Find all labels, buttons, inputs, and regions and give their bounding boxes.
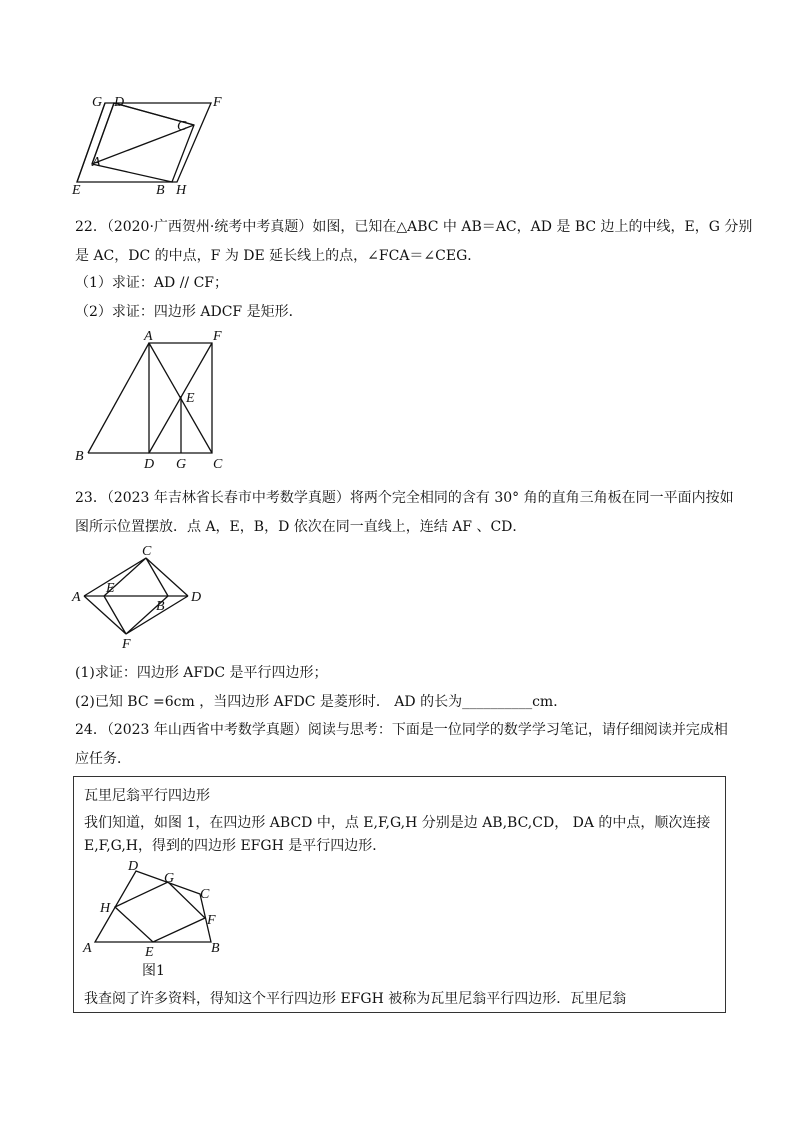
note-paragraph-3: 我查阅了许多资料，得知这个平行四边形 EFGH 被称为瓦里尼翁平行四边形．瓦里尼翁 [84, 991, 627, 1007]
fig1-label-g: G [164, 871, 175, 886]
q23-fig-label-d: D [191, 590, 202, 605]
fig1-label-b: B [211, 941, 220, 956]
fig1-label-h: H [100, 901, 111, 916]
q23-fig-label-c: C [142, 544, 152, 559]
q22-fig-label-f: F [213, 329, 222, 344]
q23-part1: (1)求证：四边形 AFDC 是平行四边形； [75, 665, 328, 681]
q22-fig-label-g: G [176, 457, 187, 472]
q22-text-line1: 22．（2020·广西贺州·统考中考真题）如图，已知在△ABC 中 AB＝AC，AD 是 BC 边上的中线，E，G 分别 [75, 219, 753, 235]
fig1-label-c: C [200, 887, 210, 902]
q22-fig-label-e: E [186, 391, 195, 406]
note-paragraph-2: E,F,G,H，得到的四边形 EFGH 是平行四边形． [84, 838, 387, 854]
q24-text-line1: 24．（2023 年山西省中考数学真题）阅读与思考：下面是一位同学的数学学习笔记，请仔细阅读并完成相 [75, 722, 728, 738]
q22-fig-label-a: A [144, 329, 153, 344]
note-title: 瓦里尼翁平行四边形 [84, 788, 210, 804]
figure-1-quadrilateral [80, 858, 240, 968]
fig1-label-a: A [83, 941, 92, 956]
note-paragraph-1: 我们知道，如图 1，在四边形 ABCD 中，点 E,F,G,H 分别是边 AB,BC,CD， DA 的中点，顺次连接 [84, 815, 711, 831]
q22-part2: （2）求证：四边形 ADCF 是矩形． [75, 304, 303, 320]
q23-text-line1: 23．（2023 年吉林省长春市中考数学真题）将两个完全相同的含有 30° 角的直角三角板在同一平面内按如 [75, 490, 734, 506]
fig-prev-label-d: D [114, 95, 125, 110]
q23-part2: (2)已知 BC =6cm ，当四边形 AFDC 是菱形时． AD 的长为__________cm． [75, 694, 568, 710]
fig-prev-label-a: A [92, 155, 101, 170]
q22-fig-label-c: C [213, 457, 223, 472]
q23-fig-label-a: A [72, 590, 81, 605]
figure-q23-triangles [70, 542, 220, 652]
figure-q22-rectangle [70, 328, 240, 473]
fig-prev-label-c: C [177, 119, 187, 134]
fig-prev-label-h: H [176, 183, 187, 198]
q23-text-line2: 图所示位置摆放．点 A，E，B，D 依次在同一直线上，连结 AF 、CD． [75, 519, 527, 535]
fig-prev-label-f: F [213, 95, 222, 110]
q22-text-line2: 是 AC，DC 的中点，F 为 DE 延长线上的点，∠FCA＝∠CEG． [75, 248, 482, 264]
q22-fig-label-b: B [75, 449, 84, 464]
q22-part1: （1）求证：AD // CF； [75, 275, 229, 291]
fig-prev-label-b: B [156, 183, 165, 198]
fig1-label-e: E [145, 945, 154, 960]
q24-text-line2: 应任务． [75, 751, 131, 767]
figure-1-caption: 图1 [142, 963, 165, 979]
fig1-label-f: F [207, 913, 216, 928]
q22-fig-label-d: D [144, 457, 155, 472]
q23-fig-label-e: E [106, 581, 115, 596]
fig1-label-d: D [128, 859, 139, 874]
q23-fig-label-f: F [122, 637, 131, 652]
fig-prev-label-g: G [92, 95, 103, 110]
figure-parallelogram-previous [70, 92, 230, 202]
fig-prev-label-e: E [72, 183, 81, 198]
q23-fig-label-b: B [156, 599, 165, 614]
